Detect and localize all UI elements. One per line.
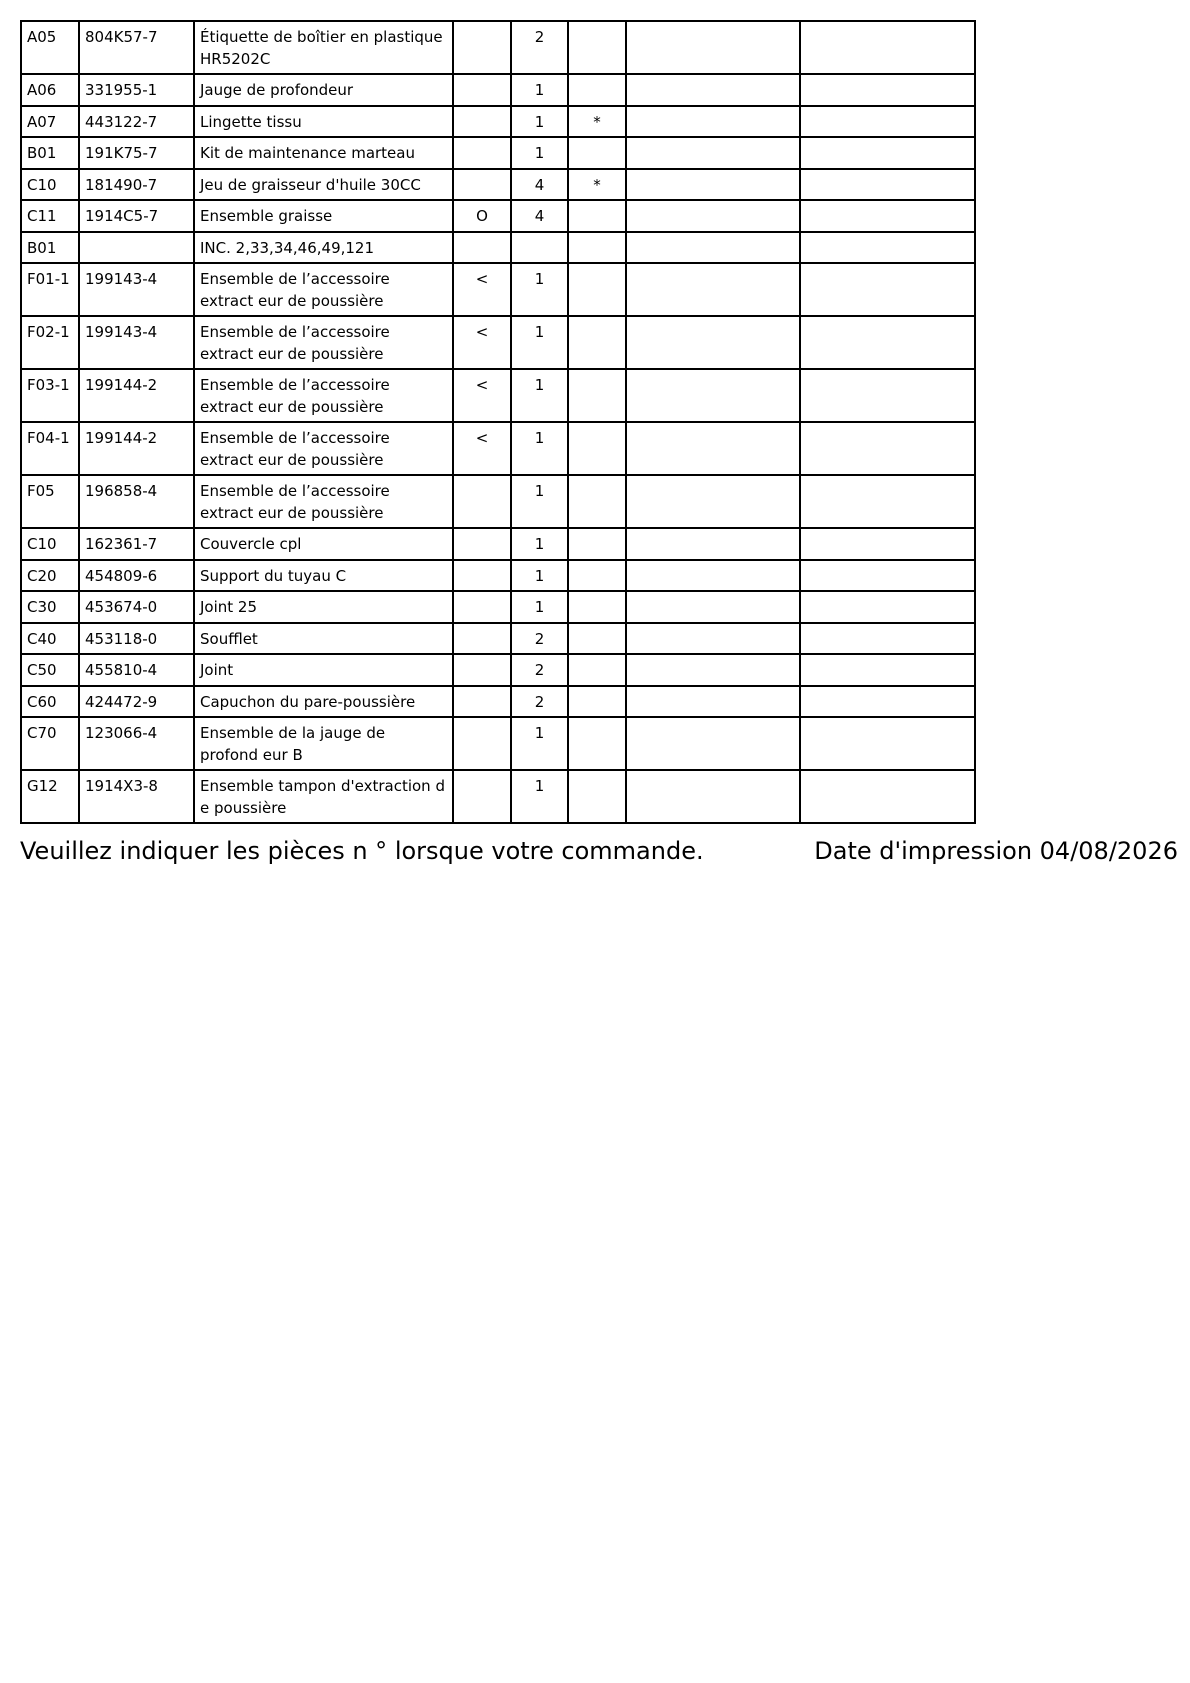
description-cell: Joint 25 (194, 591, 453, 623)
description-cell: Couvercle cpl (194, 528, 453, 560)
empty-cell (626, 21, 800, 74)
part-number-cell: 181490-7 (79, 169, 194, 201)
part-number-cell: 1914X3-8 (79, 770, 194, 823)
empty-cell (626, 263, 800, 316)
part-number-cell: 443122-7 (79, 106, 194, 138)
empty-cell (626, 591, 800, 623)
description-cell: Support du tuyau C (194, 560, 453, 592)
empty-cell (800, 200, 975, 232)
marker-cell: O (453, 200, 511, 232)
empty-cell (626, 560, 800, 592)
part-number-cell: 196858-4 (79, 475, 194, 528)
description-cell: Kit de maintenance marteau (194, 137, 453, 169)
table-row (21, 200, 975, 232)
part-number-cell: 1914C5-7 (79, 200, 194, 232)
ref-cell: F02-1 (21, 316, 79, 369)
quantity-cell (511, 232, 568, 264)
quantity-cell: 1 (511, 475, 568, 528)
ref-cell: C10 (21, 169, 79, 201)
table-row (21, 137, 975, 169)
quantity-cell: 2 (511, 654, 568, 686)
quantity-cell: 1 (511, 560, 568, 592)
quantity-cell: 1 (511, 316, 568, 369)
description-cell: Ensemble de l’accessoire extract eur de poussière (194, 422, 453, 475)
description-cell: Capuchon du pare-poussière (194, 686, 453, 718)
description-cell: Soufflet (194, 623, 453, 655)
flag-cell (568, 369, 626, 422)
ref-cell: A06 (21, 74, 79, 106)
table-row (21, 560, 975, 592)
quantity-cell: 1 (511, 369, 568, 422)
part-number-cell: 804K57-7 (79, 21, 194, 74)
empty-cell (626, 422, 800, 475)
order-instruction-note: Veuillez indiquer les pièces n ° lorsque votre commande. (20, 837, 704, 865)
part-number-cell: 331955-1 (79, 74, 194, 106)
flag-cell (568, 770, 626, 823)
marker-cell (453, 717, 511, 770)
quantity-cell: 2 (511, 623, 568, 655)
empty-cell (626, 654, 800, 686)
marker-cell: < (453, 422, 511, 475)
ref-cell: A07 (21, 106, 79, 138)
marker-cell (453, 591, 511, 623)
ref-cell: A05 (21, 21, 79, 74)
ref-cell: C60 (21, 686, 79, 718)
quantity-cell: 1 (511, 74, 568, 106)
empty-cell (800, 422, 975, 475)
description-cell: Lingette tissu (194, 106, 453, 138)
quantity-cell: 2 (511, 686, 568, 718)
flag-cell (568, 591, 626, 623)
flag-cell (568, 232, 626, 264)
part-number-cell (79, 232, 194, 264)
marker-cell (453, 137, 511, 169)
empty-cell (800, 560, 975, 592)
flag-cell (568, 263, 626, 316)
table-row (21, 717, 975, 770)
ref-cell: C40 (21, 623, 79, 655)
empty-cell (800, 717, 975, 770)
description-cell: Ensemble graisse (194, 200, 453, 232)
table-row (21, 770, 975, 823)
table-row (21, 106, 975, 138)
quantity-cell: 1 (511, 106, 568, 138)
ref-cell: C30 (21, 591, 79, 623)
marker-cell (453, 232, 511, 264)
marker-cell (453, 106, 511, 138)
table-row (21, 686, 975, 718)
empty-cell (800, 770, 975, 823)
ref-cell: B01 (21, 232, 79, 264)
marker-cell (453, 528, 511, 560)
quantity-cell: 1 (511, 422, 568, 475)
table-row (21, 263, 975, 316)
table-row (21, 591, 975, 623)
flag-cell (568, 528, 626, 560)
table-row (21, 475, 975, 528)
empty-cell (800, 369, 975, 422)
part-number-cell: 455810-4 (79, 654, 194, 686)
ref-cell: G12 (21, 770, 79, 823)
ref-cell: F05 (21, 475, 79, 528)
marker-cell (453, 623, 511, 655)
part-number-cell: 199143-4 (79, 263, 194, 316)
table-row (21, 369, 975, 422)
ref-cell: C50 (21, 654, 79, 686)
empty-cell (800, 232, 975, 264)
quantity-cell: 1 (511, 591, 568, 623)
empty-cell (626, 137, 800, 169)
empty-cell (800, 591, 975, 623)
flag-cell (568, 137, 626, 169)
empty-cell (800, 106, 975, 138)
empty-cell (800, 263, 975, 316)
flag-cell: * (568, 106, 626, 138)
marker-cell (453, 475, 511, 528)
empty-cell (800, 654, 975, 686)
marker-cell (453, 770, 511, 823)
empty-cell (626, 169, 800, 201)
description-cell: Jeu de graisseur d'huile 30CC (194, 169, 453, 201)
marker-cell (453, 560, 511, 592)
ref-cell: F03-1 (21, 369, 79, 422)
quantity-cell: 1 (511, 528, 568, 560)
part-number-cell: 454809-6 (79, 560, 194, 592)
empty-cell (800, 21, 975, 74)
description-cell: Étiquette de boîtier en plastique HR5202C (194, 21, 453, 74)
part-number-cell: 453118-0 (79, 623, 194, 655)
marker-cell (453, 169, 511, 201)
table-row (21, 74, 975, 106)
description-cell: Ensemble de l’accessoire extract eur de poussière (194, 316, 453, 369)
part-number-cell: 199144-2 (79, 369, 194, 422)
flag-cell: * (568, 169, 626, 201)
parts-table-body (21, 21, 975, 823)
marker-cell: < (453, 316, 511, 369)
flag-cell (568, 686, 626, 718)
empty-cell (626, 200, 800, 232)
marker-cell (453, 686, 511, 718)
description-cell: Ensemble de l’accessoire extract eur de poussière (194, 369, 453, 422)
empty-cell (626, 686, 800, 718)
part-number-cell: 162361-7 (79, 528, 194, 560)
empty-cell (626, 623, 800, 655)
flag-cell (568, 422, 626, 475)
flag-cell (568, 623, 626, 655)
description-cell: Ensemble de l’accessoire extract eur de poussière (194, 475, 453, 528)
ref-cell: B01 (21, 137, 79, 169)
table-row (21, 316, 975, 369)
flag-cell (568, 21, 626, 74)
empty-cell (626, 369, 800, 422)
flag-cell (568, 475, 626, 528)
empty-cell (626, 74, 800, 106)
empty-cell (800, 169, 975, 201)
empty-cell (800, 623, 975, 655)
table-row (21, 21, 975, 74)
table-row (21, 654, 975, 686)
empty-cell (800, 528, 975, 560)
flag-cell (568, 316, 626, 369)
description-cell: Joint (194, 654, 453, 686)
marker-cell (453, 654, 511, 686)
part-number-cell: 424472-9 (79, 686, 194, 718)
empty-cell (626, 106, 800, 138)
part-number-cell: 453674-0 (79, 591, 194, 623)
empty-cell (800, 686, 975, 718)
table-row (21, 422, 975, 475)
quantity-cell: 2 (511, 21, 568, 74)
quantity-cell: 4 (511, 200, 568, 232)
ref-cell: C70 (21, 717, 79, 770)
empty-cell (626, 770, 800, 823)
empty-cell (800, 475, 975, 528)
ref-cell: F04-1 (21, 422, 79, 475)
table-row (21, 169, 975, 201)
empty-cell (800, 74, 975, 106)
empty-cell (626, 232, 800, 264)
ref-cell: F01-1 (21, 263, 79, 316)
quantity-cell: 1 (511, 770, 568, 823)
quantity-cell: 1 (511, 137, 568, 169)
marker-cell: < (453, 369, 511, 422)
empty-cell (800, 316, 975, 369)
table-row (21, 623, 975, 655)
part-number-cell: 199143-4 (79, 316, 194, 369)
description-cell: Ensemble de la jauge de profond eur B (194, 717, 453, 770)
empty-cell (626, 528, 800, 560)
quantity-cell: 4 (511, 169, 568, 201)
empty-cell (800, 137, 975, 169)
part-number-cell: 123066-4 (79, 717, 194, 770)
flag-cell (568, 717, 626, 770)
marker-cell (453, 74, 511, 106)
empty-cell (626, 316, 800, 369)
table-row (21, 232, 975, 264)
marker-cell (453, 21, 511, 74)
description-cell: Ensemble de l’accessoire extract eur de poussière (194, 263, 453, 316)
flag-cell (568, 560, 626, 592)
flag-cell (568, 74, 626, 106)
empty-cell (626, 475, 800, 528)
flag-cell (568, 200, 626, 232)
print-date: Date d'impression 04/08/2026 (814, 837, 1178, 865)
ref-cell: C20 (21, 560, 79, 592)
table-row (21, 528, 975, 560)
ref-cell: C11 (21, 200, 79, 232)
description-cell: Ensemble tampon d'extraction d e poussière (194, 770, 453, 823)
description-cell: INC. 2,33,34,46,49,121 (194, 232, 453, 264)
marker-cell: < (453, 263, 511, 316)
quantity-cell: 1 (511, 717, 568, 770)
part-number-cell: 191K75-7 (79, 137, 194, 169)
flag-cell (568, 654, 626, 686)
quantity-cell: 1 (511, 263, 568, 316)
parts-table (20, 20, 976, 824)
ref-cell: C10 (21, 528, 79, 560)
description-cell: Jauge de profondeur (194, 74, 453, 106)
empty-cell (626, 717, 800, 770)
part-number-cell: 199144-2 (79, 422, 194, 475)
